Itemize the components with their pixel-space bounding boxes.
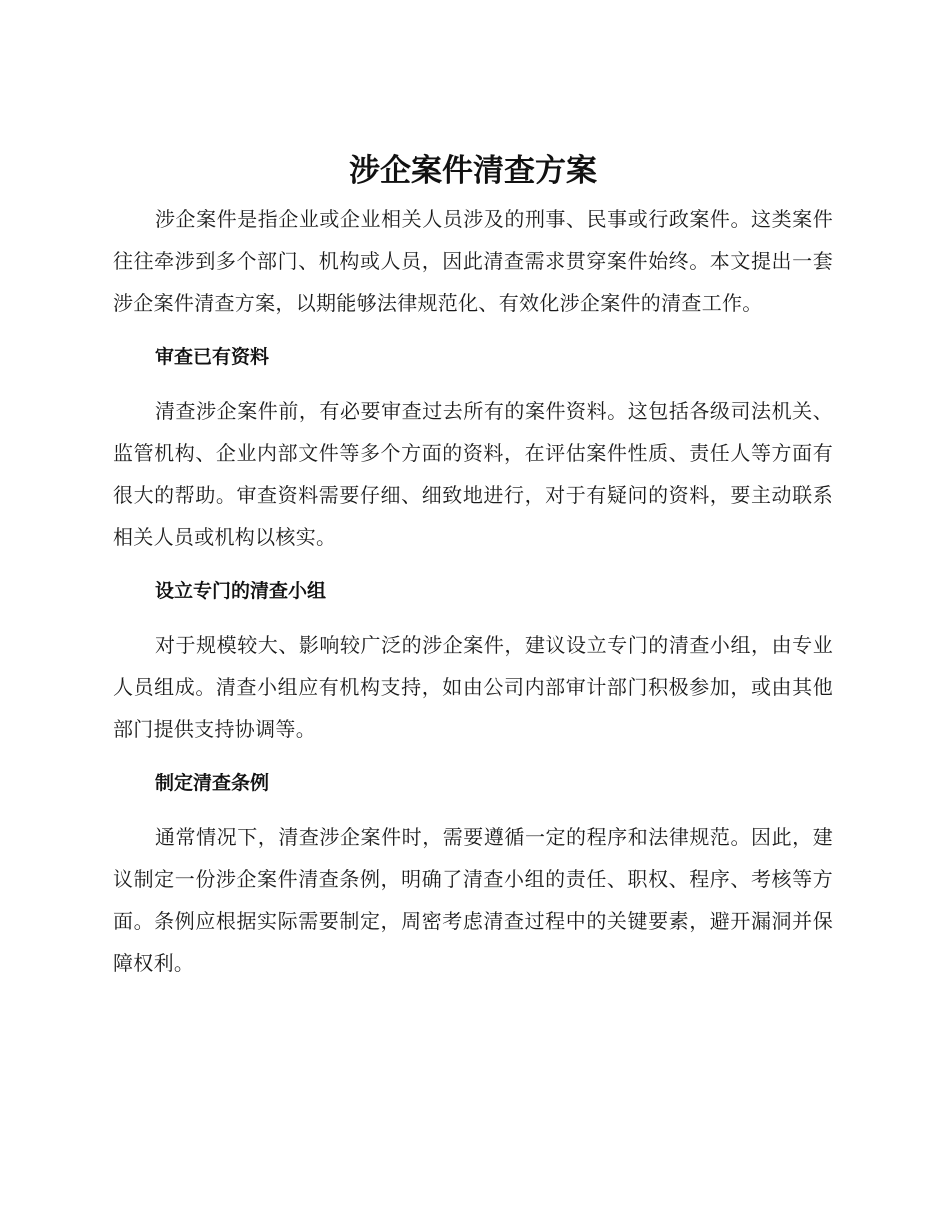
section-heading-investigation-team: 设立专门的清查小组 [155, 580, 327, 602]
intro-paragraph: 涉企案件是指企业或企业相关人员涉及的刑事、民事或行政案件。这类案件往往牵涉到多个部门、机构或人员，因此清查需求贯穿案件始终。本文提出一套涉企案件清查方案，以期能够法律规范化、有效化涉企案件的清查工作。 [113, 207, 833, 315]
section-body-regulations: 通常情况下，清查涉企案件时，需要遵循一定的程序和法律规范。因此，建议制定一份涉企案件清查条例，明确了清查小组的责任、职权、程序、考核等方面。条例应根据实际需要制定，周密考虑清查过程中的关键要素，避开漏洞并保障权利。 [113, 825, 833, 975]
section-heading-regulations: 制定清查条例 [155, 772, 270, 794]
section-body-review-materials: 清查涉企案件前，有必要审查过去所有的案件资料。这包括各级司法机关、监管机构、企业内部文件等多个方面的资料，在评估案件性质、责任人等方面有很大的帮助。审查资料需要仔细、细致地进行，对于有疑问的资料，要主动联系相关人员或机构以核实。 [113, 399, 833, 549]
document-title: 涉企案件清查方案 [349, 153, 597, 189]
section-heading-review-materials: 审查已有资料 [155, 346, 270, 368]
section-body-investigation-team: 对于规模较大、影响较广泛的涉企案件，建议设立专门的清查小组，由专业人员组成。清查小组应有机构支持，如由公司内部审计部门积极参加，或由其他部门提供支持协调等。 [113, 633, 833, 741]
document-page [113, 148, 833, 984]
